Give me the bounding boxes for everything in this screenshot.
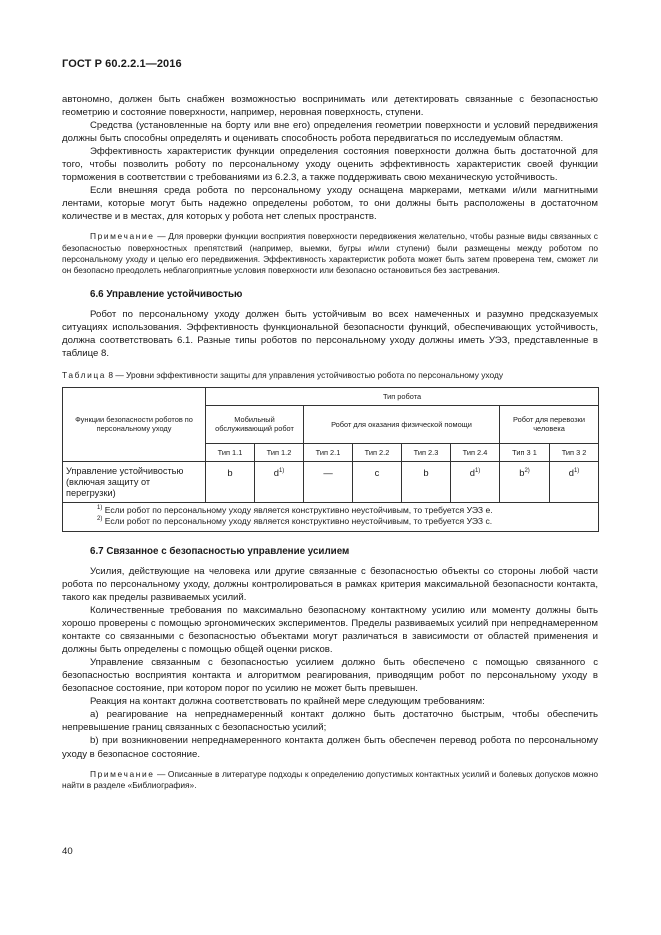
paragraph: Управление связанным с безопасностью усилием должно быть обеспечено с помощью связанного с безопасностью восприятия контакта и алгоритмом реагирования, приводящим робот по персональному уходу в безопасное состояние, при котором порог по усилию не может быть превышен. — [62, 657, 598, 695]
paragraph: Эффективность характеристик функции определения состояния поверхности должна быть достаточной для того, чтобы позволить роботу по персональному уходу оценить эффективность характеристик своей функции торможения в соответствии с требованиями из 6.2.3, а также поддерживать свою механическую устойчивость. — [62, 146, 598, 184]
list-item: b) при возникновении непреднамеренного контакта должен быть обеспечен перевод робота по персональному уходу в безопасное состояние. — [62, 735, 598, 760]
note-label: Примечание — [90, 768, 155, 779]
page-number: 40 — [62, 846, 73, 857]
type-header: Тип 2.2 — [353, 443, 402, 461]
standard-header: ГОСТ Р 60.2.2.1—2016 — [62, 58, 182, 70]
group-header: Мобильный обслуживающий робот — [206, 405, 304, 443]
type-header: Тип 1.2 — [255, 443, 304, 461]
table-cell: $d^{1)}$ — [451, 461, 500, 502]
row-header-cell: Функции безопасности роботов по персональному уходу — [63, 387, 206, 461]
paragraph: Количественные требования по максимально безопасному контактному усилию или моменту должны быть хорошо проверены с помощью эргономических экспериментов. Пределы развиваемых усилий при непреднамеренном контакте со связанными с безопасностью объектами могут различаться в зависимости от областей применения и должны быть определены с помощью общей оценки рисков. — [62, 604, 598, 656]
table-cell: c — [353, 461, 402, 502]
footnote: $^{2)}$ Если робот по персональному уходу является конструктивно неустойчивым, то требуется УЭЗ c. — [97, 515, 493, 526]
table-caption-text: 8 — Уровни эффективности защиты для управления устойчивостью робота по персональному уходу — [106, 369, 504, 380]
paragraph: Если внешняя среда робота по персональному уходу оснащена маркерами, метками и/или магнитными лентами, которые могут быть надежно определены роботом, то они должны быть расположены в достаточном количестве и в местах, для которых у робота нет слепых пространств. — [62, 185, 598, 223]
paragraph: Усилия, действующие на человека или другие связанные с безопасностью объекты со стороны любой части робота по персональному уходу, должны контролироваться в рамках критерия максимальной безопасности контакта, такого как пределы развиваемых усилий. — [62, 565, 598, 603]
page-content — [62, 93, 598, 791]
note-text: — Описанные в литературе подходы к определению допустимых контактных усилий и болевых допусков можно найти в разделе «Библиография». — [62, 768, 598, 790]
paragraph: автономно, должен быть снабжен возможностью воспринимать или детектировать связанные с безопасностью геометрию и состояние поверхности, например, неровная поверхность, ступени. — [62, 94, 598, 119]
robot-type-header: Тип робота — [206, 387, 599, 405]
paragraph: Средства (установленные на борту или вне его) определения геометрии поверхности и условий передвижения должны быть способны определять и оценивать способность робота передвигаться по исследуемым областям. — [62, 120, 598, 145]
note-text: — Для проверки функции восприятия поверхности передвижения желательно, чтобы разные виды связанных с безопасностью поверхностных препятствий (например, выемки, бугры и/или ступени) были размещены между роботом по персональному уходу и целью его передвижения. Эффективность характеристик робота может быть затем проверена тем, сможет ли он безопасно преодолеть неблагоприятные условия поверхности или безопасно остановиться без застревания. — [62, 231, 598, 276]
type-header: Тип 3 1 — [500, 443, 550, 461]
type-header: Тип 2.4 — [451, 443, 500, 461]
paragraph: Реакция на контакт должна соответствовать по крайней мере следующим требованиям: — [90, 696, 485, 708]
section-heading: 6.6 Управление устойчивостью — [90, 288, 243, 300]
group-header: Робот для оказания физической помощи — [304, 405, 500, 443]
table-cell: b — [206, 461, 255, 502]
list-item: a) реагирование на непреднамеренный контакт должно быть достаточно быстрым, чтобы обеспечить непревышение границ связанных с безопасностью усилий; — [62, 709, 598, 734]
paragraph: Робот по персональному уходу должен быть устойчивым во всех намеченных и разумно предсказуемых ситуациях использования. Эффективность функциональной безопасности функций, обеспечивающих устойчивость, должна соответствовать 6.1. Разные типы роботов по персональному уходу должны иметь УЭЗ, представленные в таблице 8. — [62, 308, 598, 359]
protection-level-table — [62, 387, 599, 532]
table-cell: $b^{2)}$ — [500, 461, 550, 502]
footnote: $^{1)}$ Если робот по персональному уходу является конструктивно неустойчивым, то требуется УЭЗ e. — [97, 504, 493, 515]
table-cell: $d^{1)}$ — [255, 461, 304, 502]
table-footnotes — [63, 502, 599, 531]
note — [62, 769, 598, 792]
section-heading: 6.7 Связанное с безопасностью управление усилием — [90, 545, 350, 557]
table-cell: $d^{1)}$ — [550, 461, 599, 502]
group-header: Робот для перевозки человека — [500, 405, 599, 443]
table-caption-label: Таблица — [62, 369, 107, 380]
table-cell: — — [304, 461, 353, 502]
type-header: Тип 1.1 — [206, 443, 255, 461]
table-caption — [62, 370, 598, 381]
note-label: Примечание — [90, 231, 155, 242]
type-header: Тип 3 2 — [550, 443, 599, 461]
note — [62, 231, 598, 276]
type-header: Тип 2.1 — [304, 443, 353, 461]
table-row-label: Управление устойчивостью (включая защиту от перегрузки) — [63, 461, 206, 502]
type-header: Тип 2.3 — [402, 443, 451, 461]
table-cell: b — [402, 461, 451, 502]
